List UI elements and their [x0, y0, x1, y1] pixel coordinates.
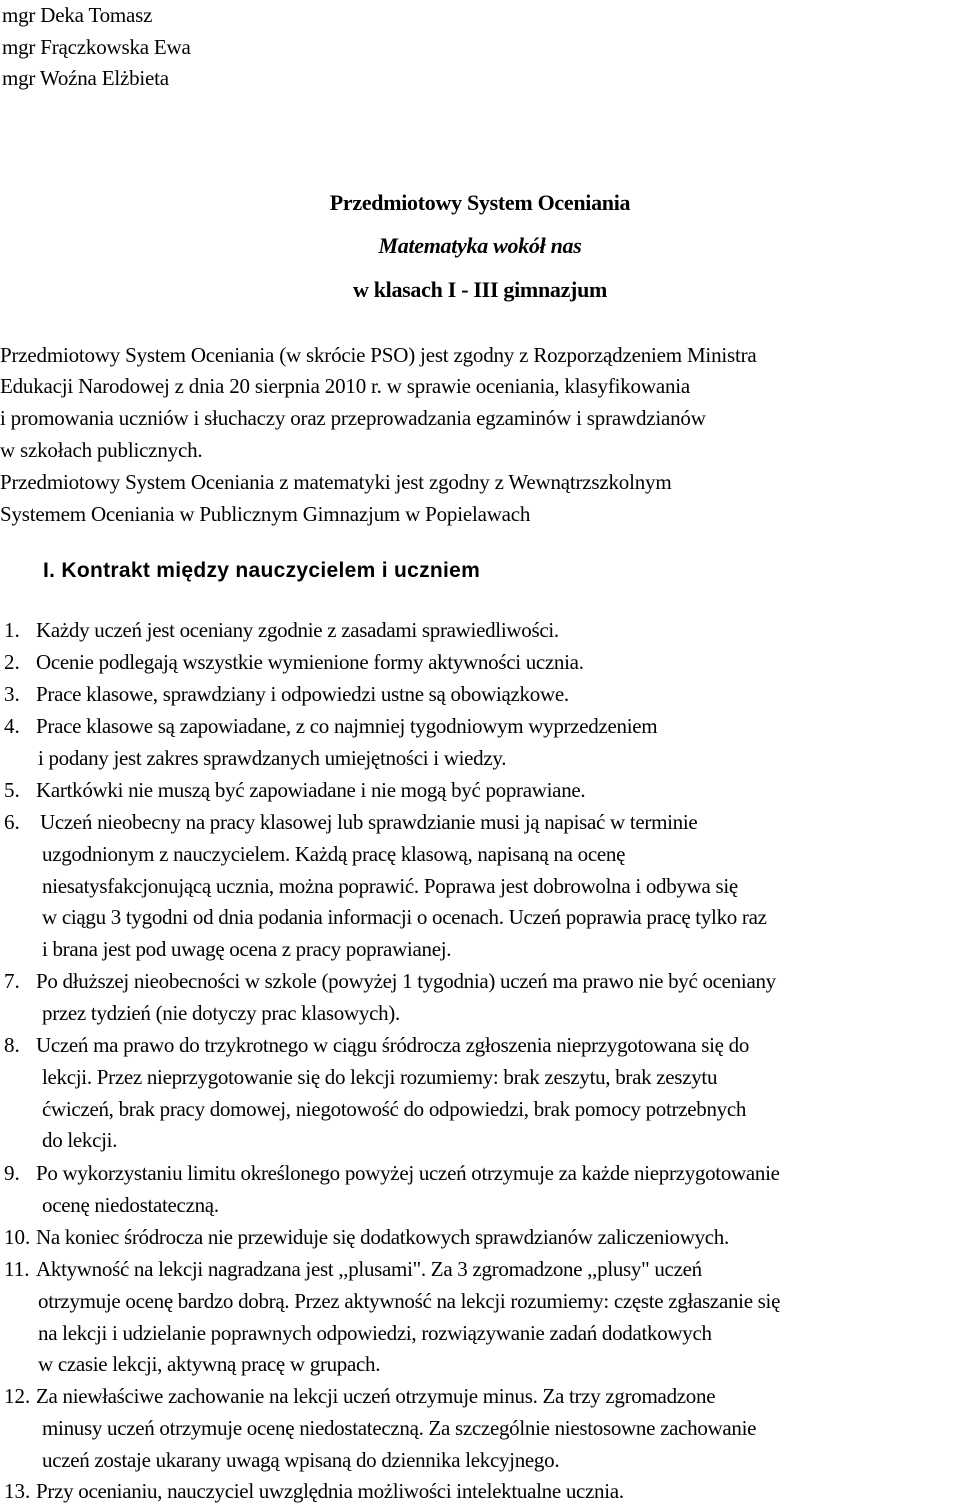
list-item-number: 13. — [4, 1479, 31, 1503]
author-name: mgr Woźna Elżbieta — [2, 66, 169, 90]
list-item-text: Przy ocenianiu, nauczyciel uwzględnia możliwości intelektualne ucznia. — [36, 1479, 624, 1503]
list-item-text: Za niewłaściwe zachowanie na lekcji uczeń otrzymuje minus. Za trzy zgromadzone — [36, 1384, 716, 1408]
list-item-text: Prace klasowe są zapowiadane, z co najmniej tygodniowym wyprzedzeniem — [36, 714, 658, 738]
list-item-number: 1. — [4, 618, 20, 642]
list-item-text: w czasie lekcji, aktywną pracę w grupach. — [38, 1352, 381, 1376]
list-item-number: 2. — [4, 650, 20, 674]
list-item-text: przez tydzień (nie dotyczy prac klasowych). — [42, 1001, 400, 1025]
list-item-text: lekcji. Przez nieprzygotowanie się do lekcji rozumiemy: brak zeszytu, brak zeszytu — [42, 1065, 718, 1089]
list-item-number: 5. — [4, 778, 20, 802]
list-item-text: Na koniec śródrocza nie przewiduje się dodatkowych sprawdzianów zaliczeniowych. — [36, 1225, 729, 1249]
list-item-text: Uczeń nieobecny na pracy klasowej lub sprawdzianie musi ją napisać w terminie — [40, 810, 698, 834]
intro-line: Przedmiotowy System Oceniania (w skrócie PSO) jest zgodny z Rozporządzeniem Ministra — [0, 343, 757, 367]
list-item-number: 4. — [4, 714, 20, 738]
list-item-text: ocenę niedostateczną. — [42, 1193, 219, 1217]
list-item-number: 10. — [4, 1225, 31, 1249]
intro-line: i promowania uczniów i słuchaczy oraz przeprowadzania egzaminów i sprawdzianów — [0, 406, 706, 430]
list-item-text: Kartkówki nie muszą być zapowiadane i nie mogą być poprawiane. — [36, 778, 586, 802]
list-item-text: uzgodnionym z nauczycielem. Każdą pracę klasową, napisaną na ocenę — [42, 842, 626, 866]
list-item-text: Po dłuższej nieobecności w szkole (powyżej 1 tygodnia) uczeń ma prawo nie być oceniany — [36, 969, 776, 993]
list-item-text: Po wykorzystaniu limitu określonego powyżej uczeń otrzymuje za każde nieprzygotowanie — [36, 1161, 780, 1185]
list-item-number: 7. — [4, 969, 20, 993]
list-item-text: Prace klasowe, sprawdziany i odpowiedzi ustne są obowiązkowe. — [36, 682, 569, 706]
list-item-text: Ocenie podlegają wszystkie wymienione formy aktywności ucznia. — [36, 650, 584, 674]
document-subtitle: Matematyka wokół nas — [378, 233, 582, 258]
intro-line: Systemem Oceniania w Publicznym Gimnazjum w Popielawach — [0, 502, 531, 526]
list-item-text: minusy uczeń otrzymuje ocenę niedostateczną. Za szczególnie niestosowne zachowanie — [42, 1416, 757, 1440]
section-heading: I. Kontrakt między nauczycielem i uczniem — [43, 559, 481, 582]
list-item-number: 9. — [4, 1161, 20, 1185]
list-item-number: 11. — [4, 1257, 30, 1281]
list-item-number: 8. — [4, 1033, 20, 1057]
list-item-text: Uczeń ma prawo do trzykrotnego w ciągu śródrocza zgłoszenia nieprzygotowana się do — [36, 1033, 750, 1057]
list-item-text: niesatysfakcjonującą ucznia, można poprawić. Poprawa jest dobrowolna i odbywa się — [42, 874, 738, 898]
author-name: mgr Deka Tomasz — [2, 3, 153, 27]
list-item-text: uczeń zostaje ukarany uwagą wpisaną do dziennika lekcyjnego. — [42, 1448, 560, 1472]
document-title: Przedmiotowy System Oceniania — [329, 190, 631, 215]
list-item-text: ćwiczeń, brak pracy domowej, niegotowość do odpowiedzi, brak pomocy potrzebnych — [42, 1097, 747, 1121]
document-scope: w klasach I - III gimnazjum — [352, 277, 608, 302]
intro-line: w szkołach publicznych. — [0, 438, 203, 462]
list-item-text: na lekcji i udzielanie poprawnych odpowiedzi, rozwiązywanie zadań dodatkowych — [38, 1321, 712, 1345]
intro-line: Edukacji Narodowej z dnia 20 sierpnia 2010 r. w sprawie oceniania, klasyfikowania — [0, 374, 690, 398]
list-item-text: do lekcji. — [42, 1128, 118, 1152]
list-item-number: 3. — [4, 682, 20, 706]
list-item-text: Każdy uczeń jest oceniany zgodnie z zasadami sprawiedliwości. — [36, 618, 559, 642]
list-item-text: i podany jest zakres sprawdzanych umiejętności i wiedzy. — [38, 746, 507, 770]
list-item-number: 12. — [4, 1384, 31, 1408]
intro-line: Przedmiotowy System Oceniania z matematyki jest zgodny z Wewnątrzszkolnym — [0, 470, 672, 494]
list-item-text: w ciągu 3 tygodni od dnia podania informacji o ocenach. Uczeń poprawia pracę tylko raz — [42, 905, 767, 929]
list-item-text: Aktywność na lekcji nagradzana jest ,,plusami". Za 3 zgromadzone ,,plusy" uczeń — [36, 1257, 702, 1281]
list-item-text: i brana jest pod uwagę ocena z pracy poprawianej. — [42, 937, 452, 961]
list-item-number: 6. — [4, 810, 20, 834]
list-item-text: otrzymuje ocenę bardzo dobrą. Przez aktywność na lekcji rozumiemy: częste zgłaszanie się — [38, 1289, 781, 1313]
author-name: mgr Frączkowska Ewa — [2, 35, 191, 59]
